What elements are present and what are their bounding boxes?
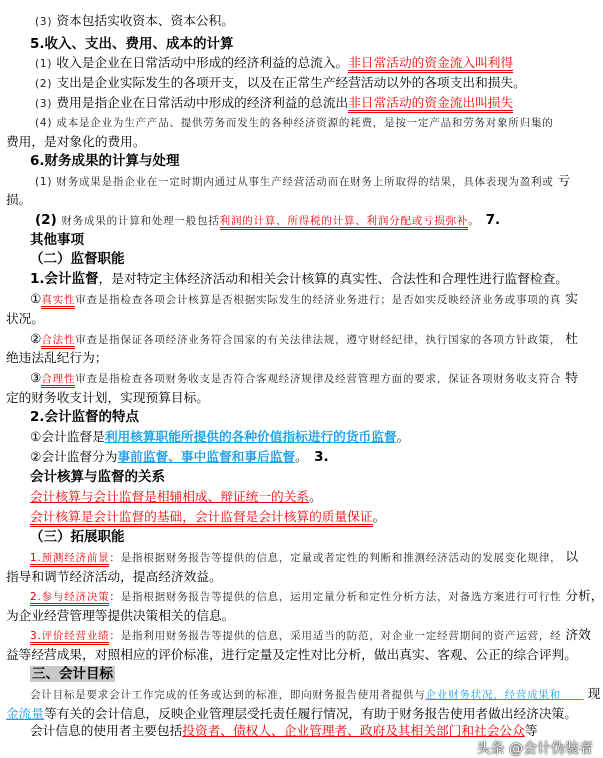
body-text: (4) 成本是企业为生产产品、提供劳务而发生的各种经济资源的耗费，是按一定产品和劳务对象所归集的 (35, 117, 554, 129)
text-line (30, 488, 322, 506)
heading-text: (2) (35, 212, 62, 228)
line-end-text: 分析， (565, 588, 603, 603)
text-line (6, 646, 577, 664)
body-text: (1) 财务成果是指企业在一定时期内通过从事生产经营活动而在财务上所取得的结果，具体表现为盈利或 (35, 176, 554, 188)
heading-text: 三、会计目标 (32, 666, 113, 682)
text-line (6, 349, 108, 367)
body-text: (3) (35, 16, 53, 28)
text-line (30, 290, 578, 309)
highlighted-text: 3.评价经营业绩 (30, 630, 109, 645)
body-text: (1) (35, 58, 57, 70)
highlighted-text: 利润的计算、所得税的计算、利润分配或亏损弥补 (220, 215, 469, 230)
text-line (30, 722, 538, 740)
heading-text: 会计核算与监督的关系 (30, 469, 165, 485)
heading-text: 1.会计监督 (30, 271, 99, 287)
text-line (30, 626, 591, 645)
heading-text: 2.会计监督的特点 (30, 409, 140, 425)
text-line (30, 468, 165, 486)
highlighted-text: 2.参与经济决策 (30, 591, 109, 606)
body-text: 会计信息的使用者主要包括 (30, 723, 183, 738)
heading-text: 3. (314, 449, 329, 465)
highlighted-text: 真实性 (41, 294, 75, 309)
text-line (30, 270, 568, 288)
line-end-text: 实 (565, 291, 578, 306)
body-text: 审查是指检查各项财务收支是否符合客观经济规律及经营管理方面的要求，保证各项财务收支符合 (75, 373, 562, 385)
text-line (35, 113, 554, 132)
text-line (35, 172, 570, 191)
text-line (30, 508, 385, 526)
body-text: ②会计监督分为 (30, 449, 118, 464)
highlighted-text: 事前监督、事中监督和事后监督 (117, 449, 296, 464)
text-line (35, 94, 513, 113)
body-text: 状况。 (6, 311, 45, 326)
highlighted-text: 利用核算职能所提供的各种价值指标进行的货币监督 (104, 429, 397, 444)
text-line (6, 191, 31, 209)
heading-text: （二）监督职能 (30, 251, 125, 267)
text-line (6, 607, 234, 625)
body-text: 审查是指检查各项会计核算是否根据实际发生的经济业务进行；是否如实反映经济业务或事项的真 (75, 294, 562, 306)
line-end-text: 特 (565, 370, 578, 385)
text-line (6, 705, 577, 723)
text-line (6, 310, 44, 328)
text-line (30, 665, 115, 683)
text-line (30, 428, 409, 446)
highlighted-text: 非日常活动的资金流出叫损失 (348, 95, 513, 113)
line-end-text: 现 (587, 686, 601, 701)
body-text: ② (30, 331, 42, 346)
text-line (30, 408, 139, 426)
text-line (35, 211, 500, 230)
body-text: 指导和调节经济活动，提高经济效益。 (6, 569, 222, 584)
body-text: 费用，是对象化的费用。 (6, 134, 146, 149)
body-text: 会计目标是要求会计工作完成的任务或达到的标准，即向财务报告使用者提供与 (30, 689, 426, 701)
text-line (35, 12, 234, 31)
body-text: 资本包括实收资本、资本公积。 (52, 13, 234, 28)
highlighted-text: 合法性 (41, 334, 75, 349)
heading-text: 5.收入、支出、费用、成本的计算 (30, 36, 234, 52)
body-text: 绝违法乱纪行为； (6, 350, 108, 365)
body-text: ③ (30, 370, 42, 385)
text-line (30, 250, 125, 268)
text-line (35, 54, 513, 73)
text-line (30, 369, 578, 388)
heading-text: （三）拓展职能 (30, 529, 125, 545)
text-line (30, 548, 578, 567)
body-text: 。 (372, 509, 386, 524)
text-line (30, 448, 329, 466)
highlighted-text: 1.预测经济前景 (30, 552, 109, 567)
body-text: 。 (396, 429, 410, 444)
heading-text: 6.财务成果的计算与处理 (30, 153, 180, 169)
body-text: 。 (468, 215, 486, 227)
text-line (30, 330, 578, 349)
text-line (30, 152, 180, 170)
body-text: 。 (309, 489, 322, 504)
line-end-text: 济效 (565, 627, 591, 642)
body-text: ：是指利用财务报告等提供的信息，采用适当的防范，对企业一定经营期间的资产运营，经 (109, 630, 562, 642)
body-text: 等 (524, 723, 538, 738)
body-text: 等有关的会计信息，反映企业管理层受托责任履行情况，有助于财务报告使用者做出经济决策。 (44, 706, 577, 721)
body-text: 损。 (6, 192, 32, 207)
highlighted-text: 合理性 (41, 373, 75, 388)
text-line (30, 685, 600, 704)
body-text: 定的财务收支计划，实现预算目标。 (6, 390, 209, 405)
body-text: 支出是企业实际发生的各项开支，以及在正常生产经营活动以外的各项支出和损失。 (56, 75, 526, 90)
highlighted-text: 非日常活动的资金流入叫利得 (348, 55, 513, 73)
body-text: ：是指根据财务报告等提供的信息，定量或者定性的判断和推测经济活动的发展变化规律， (109, 552, 562, 564)
text-line (35, 74, 526, 93)
highlighted-text: 企业财务状况、经营成果和 (425, 689, 584, 701)
body-text: 收入是企业在日常活动中形成的经济利益的总流入。 (56, 55, 349, 70)
body-text: 为企业经营管理等提供决策相关的信息。 (6, 608, 235, 623)
body-text: 益等经营成果，对照相应的评价标准，进行定量及定性对比分析，做出真实、客观、公正的综合评判。 (6, 647, 577, 662)
body-text: 。 (295, 449, 315, 464)
line-end-text: 以 (565, 549, 579, 564)
text-line (30, 587, 603, 606)
body-text: (3) (35, 98, 57, 110)
heading-text: 7. (485, 212, 501, 228)
text-line (6, 568, 222, 586)
highlighted-text: 投资者、债权人、企业管理者、政府及其相关部门和社会公众 (182, 723, 525, 738)
heading-text: 其他事项 (30, 232, 84, 248)
body-text: 财务成果的计算和处理一般包括 (61, 215, 220, 227)
watermark: 头条 @会计伪装者 (476, 741, 593, 757)
body-text: 费用是指企业在日常活动中形成的经济利益的总流出 (56, 95, 349, 110)
body-text: ：是指根据财务报告等提供的信息，运用定量分析和定性分析方法，对备选方案进行可行性 (109, 591, 562, 603)
text-line (6, 389, 209, 407)
text-line (6, 133, 146, 151)
body-text: ①会计监督是 (30, 429, 105, 444)
highlighted-text: 金流量 (6, 706, 45, 721)
body-text: ，是对特定主体经济活动和相关会计核算的真实性、合法性和合理性进行监督检查。 (98, 271, 568, 286)
text-line (30, 35, 234, 53)
body-text: (2) (35, 78, 57, 90)
text-line (30, 528, 125, 546)
line-end-text: 杜 (565, 331, 578, 346)
body-text: ① (30, 291, 42, 306)
line-end-text: 亏 (557, 173, 571, 188)
highlighted-text: 会计核算是会计监督的基础，会计监督是会计核算的质量保证 (30, 509, 373, 527)
text-line (30, 231, 84, 249)
body-text: 审查是指保证各项经济业务符合国家的有关法律法规，遵守财经纪律，执行国家的各项方针政策， (75, 334, 562, 346)
highlighted-text: 会计核算与会计监督是相辅相成、辩证统一的关系 (30, 489, 310, 504)
